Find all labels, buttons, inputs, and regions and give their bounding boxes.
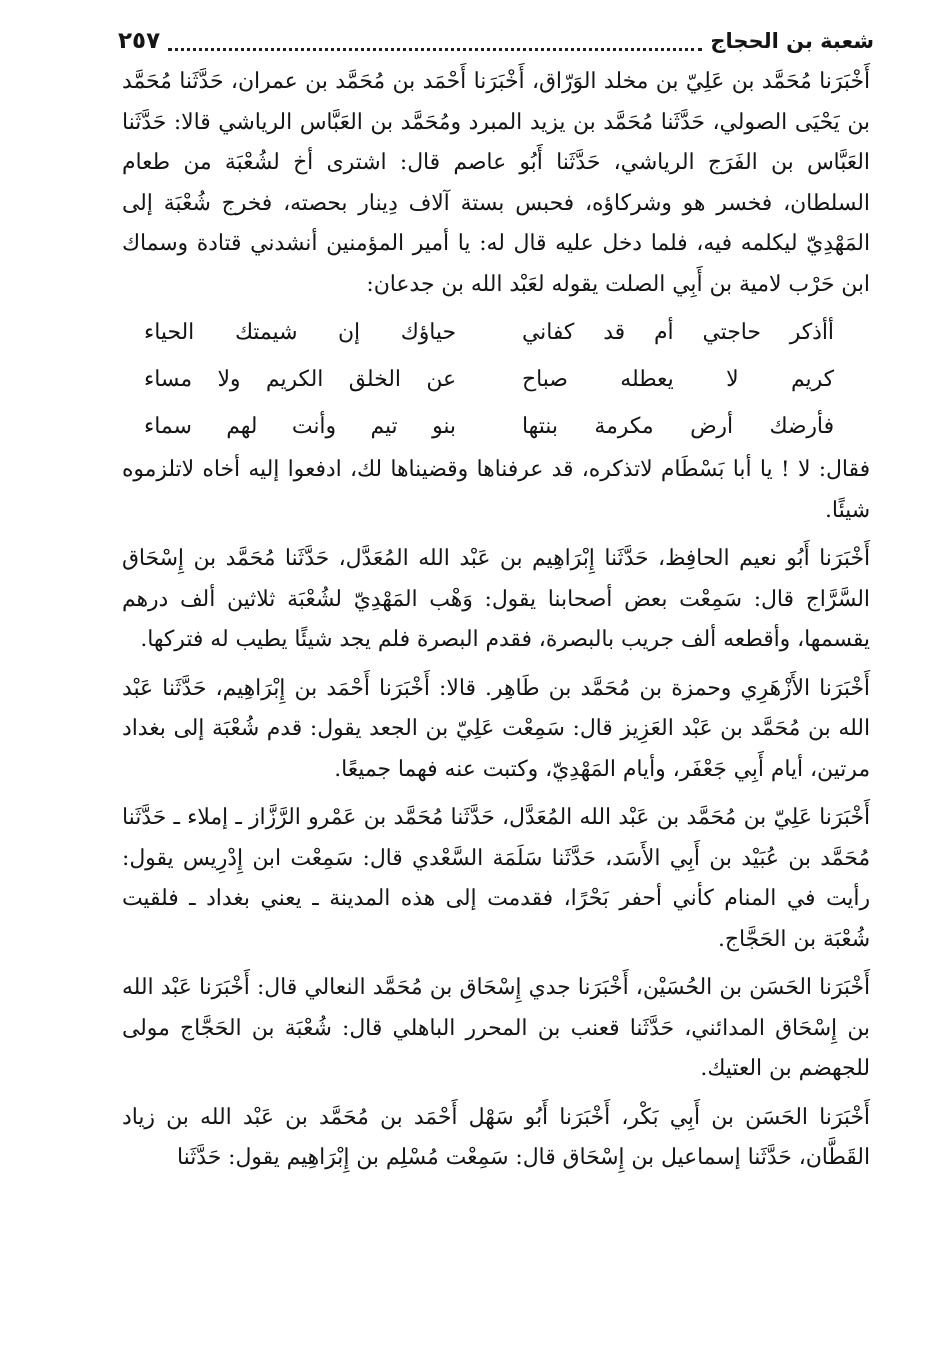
- poem-verse: [144, 309, 834, 356]
- paragraph-5: أَخْبَرَنا عَلِيّ بن مُحَمَّد بن عَبْد الله المُعَدَّل، حَدَّثَنا مُحَمَّد بن عَمْرو الرَّزَّاز ـ إملاء ـ حَدَّثَنا مُحَمَّد بن عُبَيْد بن أَبِي الأَسَد، حَدَّثَنا سَلَمَة السَّعْدي قال: سَمِعْت ابن إِدْرِيس يقول: رأيت في المنام كأني أحفر بَحْرًا، فقدمت إلى هذه المدينة ـ يعني بغداد ـ فلقيت شُعْبَة بن الحَجَّاج.: [122, 805, 870, 952]
- paragraph-7: أَخْبَرَنا الحَسَن بن أَبِي بَكْر، أَخْبَرَنا أَبُو سَهْل أَحْمَد بن مُحَمَّد بن عَبْد الله بن زياد القَطَّان، حَدَّثَنا إسماعيل بن إِسْحَاق قال: سَمِعْت مُسْلِم بن إِبْرَاهِيم يقول: حَدَّثَنا: [122, 1104, 870, 1170]
- running-title: شعبة بن الحجاج: [710, 29, 874, 53]
- verse-second-hemistich: عن الخلق الكريم ولا مساء: [144, 367, 456, 392]
- paragraph-4: أَخْبَرَنا الأَزْهَرِي وحمزة بن مُحَمَّد بن طَاهِر. قالا: أَخْبَرَنا أَحْمَد بن إِبْرَاهِيم، حَدَّثَنا عَبْد الله بن مُحَمَّد بن عَبْد العَزِيز قال: سَمِعْت عَلِيّ بن الجعد يقول: قدم شُعْبَة إلى بغداد مرتين، أيام أَبِي جَعْفَر، وأيام المَهْدِيّ، وكتبت عنه فهما جميعًا.: [122, 675, 870, 782]
- dotted-leader: [168, 47, 702, 51]
- poem-verse: [144, 356, 834, 403]
- verse-first-hemistich: كريم لا يعطله صباح: [522, 367, 834, 392]
- book-page: [118, 28, 874, 1179]
- paragraph-2: فقال: لا ! يا أبا بَسْطَام لاتذكره، قد عرفناها وقضيناها لك، ادفعوا إليه أخاه لاتلزموه شيئًا.: [122, 457, 870, 523]
- verse-second-hemistich: بنو تيم وأنت لهم سماء: [144, 414, 456, 439]
- paragraph-6: أَخْبَرَنا الحَسَن بن الحُسَيْن، أَخْبَرَنا جدي إِسْحَاق بن مُحَمَّد النعالي قال: أَخْبَرَنا عَبْد الله بن إِسْحَاق المدائني، حَدَّثَنا قعنب بن المحرر الباهلي قال: شُعْبَة بن الحَجَّاج مولى للجهضم بن العتيك.: [122, 975, 870, 1081]
- paragraph-3: أَخْبَرَنا أَبُو نعيم الحافِظ، حَدَّثَنا إِبْرَاهِيم بن عَبْد الله المُعَدَّل، حَدَّثَنا مُحَمَّد بن إِسْحَاق السَّرَّاج قال: سَمِعْت بعض أصحابنا يقول: وَهْب المَهْدِيّ لشُعْبَة ثلاثين ألف درهم يقسمها، وأقطعه ألف جريب بالبصرة، فقدم البصرة فلم يجد شيئًا يطيب له فتركها.: [122, 546, 870, 652]
- poem-verse: [144, 403, 834, 450]
- verse-first-hemistich: أأذكر حاجتي أم قد كفاني: [522, 320, 834, 345]
- verse-first-hemistich: فأرضك أرض مكرمة بنتها: [522, 414, 834, 439]
- page-header: [118, 28, 874, 62]
- verse-second-hemistich: حياؤك إن شيمتك الحياء: [144, 320, 456, 345]
- poem: [144, 309, 834, 450]
- page-number: ٢٥٧: [118, 28, 161, 54]
- paragraph-1: أَخْبَرَنا مُحَمَّد بن عَلِيّ بن مخلد الوَرّاق، أَخْبَرَنا أَحْمَد بن مُحَمَّد بن عمران، حَدَّثَنا مُحَمَّد بن يَحْيَى الصولي، حَدَّثَنا مُحَمَّد بن يزيد المبرد ومُحَمَّد بن العَبَّاس الرياشي قالا: حَدَّثَنا العَبَّاس بن الفَرَج الرياشي، حَدَّثَنا أَبُو عاصم قال: اشترى أخ لشُعْبَة من طعام السلطان، فخسر هو وشركاؤه، فحبس بستة آلاف دِينار بحصته، فخرج شُعْبَة إلى المَهْدِيّ ليكلمه فيه، فلما دخل عليه قال له: يا أمير المؤمنين أنشدني قتادة وسماك ابن حَرْب لامية بن أَبِي الصلت يقوله لعَبْد الله بن جدعان:: [122, 69, 870, 297]
